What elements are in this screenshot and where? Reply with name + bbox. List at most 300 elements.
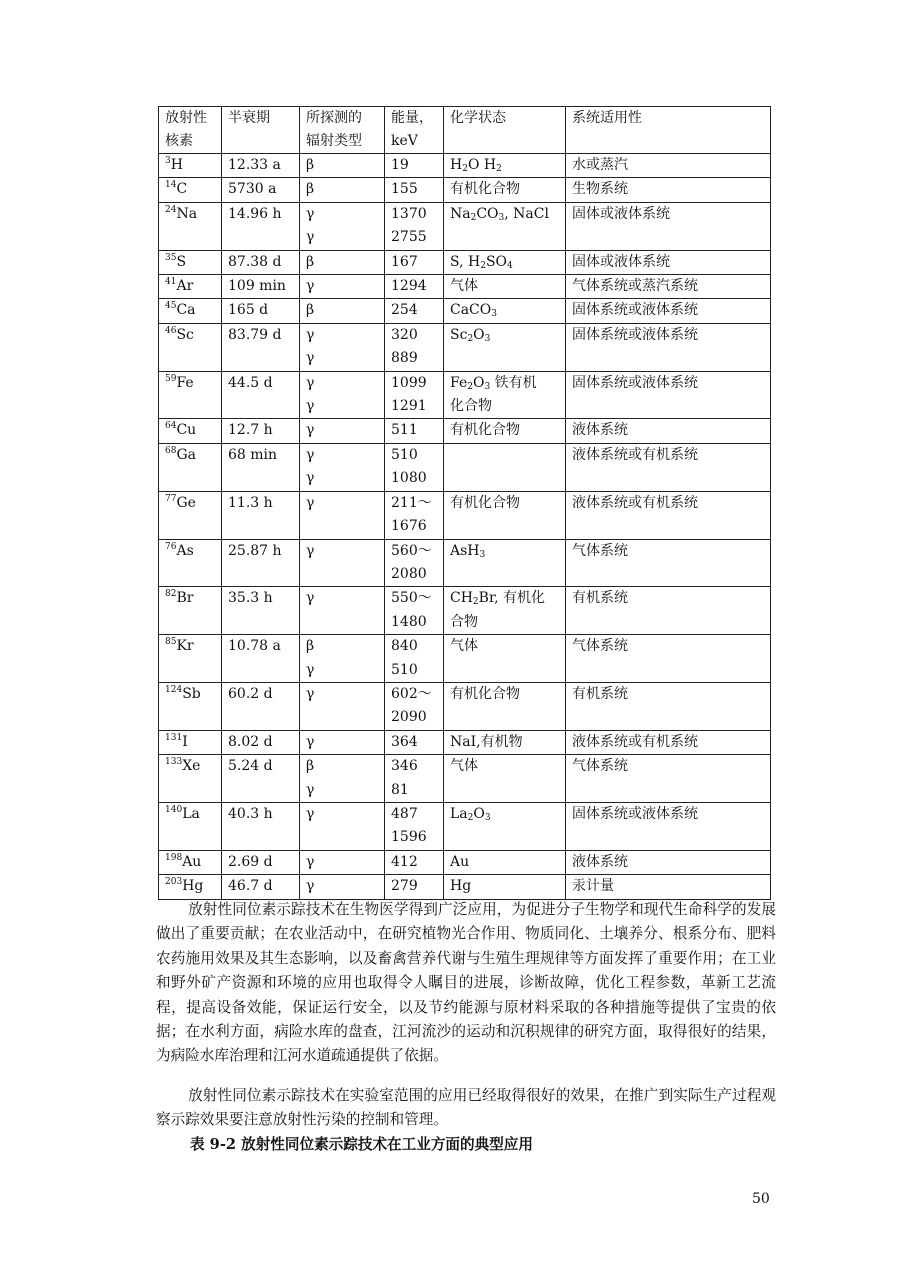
formula-text: , NaCl — [504, 205, 549, 222]
formula-text: S, H — [450, 253, 481, 270]
chemical-state-cell — [444, 154, 566, 178]
formula-subscript: 3 — [491, 309, 497, 320]
chemical-state-cell — [444, 682, 566, 730]
energy-cell — [385, 635, 444, 683]
table-row — [159, 875, 771, 899]
chemical-state-line — [450, 635, 559, 658]
formula-subscript: 4 — [507, 260, 513, 271]
formula-subscript: 3 — [479, 549, 486, 560]
nuclide-cell — [159, 730, 222, 754]
element-symbol: Kr — [176, 638, 194, 655]
element-symbol: La — [182, 805, 200, 822]
radiation-cell — [300, 323, 385, 371]
system-applicability-cell — [566, 730, 771, 754]
mass-number: 14 — [165, 180, 177, 191]
energy-value: 254 — [391, 302, 418, 319]
mass-number: 68 — [165, 445, 177, 456]
radiation-cell — [300, 730, 385, 754]
system-applicability-cell — [566, 275, 771, 299]
chemical-state-cell — [444, 875, 566, 899]
radiation-cell — [300, 539, 385, 587]
formula-text: 有机化合物 — [450, 685, 520, 702]
nuclide-cell — [159, 682, 222, 730]
mass-number: 64 — [165, 421, 177, 432]
element-symbol: Ge — [176, 494, 196, 511]
table-row — [159, 443, 771, 491]
element-symbol: Fe — [176, 374, 194, 391]
formula-text: CO — [476, 205, 499, 222]
formula-text: CH — [450, 590, 473, 607]
table-row — [159, 635, 771, 683]
half-life-cell: 68 min — [222, 443, 300, 491]
radiation-value: γ — [306, 733, 315, 750]
half-life-cell: 60.2 d — [222, 682, 300, 730]
energy-value: 167 — [391, 253, 418, 270]
formula-subscript: 2 — [470, 212, 477, 223]
formula-text: CaCO — [450, 302, 492, 319]
system-applicability-cell — [566, 419, 771, 443]
energy-cell — [385, 491, 444, 539]
energy-value: 602～ — [391, 685, 432, 702]
formula-text: Hg — [450, 878, 472, 895]
energy-value: 511 — [391, 422, 418, 439]
formula-subscript: 2 — [467, 333, 474, 344]
nuclide-cell — [159, 802, 222, 850]
energy-value: 2080 — [391, 565, 427, 582]
system-applicability-cell — [566, 802, 771, 850]
energy-cell — [385, 419, 444, 443]
nuclide-cell — [159, 323, 222, 371]
chemical-state-cell — [444, 443, 566, 491]
energy-cell — [385, 730, 444, 754]
mass-number: 3 — [165, 156, 171, 166]
formula-text: Sc — [450, 326, 468, 343]
element-symbol: Na — [176, 205, 198, 222]
chemical-state-cell — [444, 635, 566, 683]
radiation-value: γ — [306, 398, 315, 415]
energy-value: 550～ — [391, 590, 432, 607]
half-life-cell: 8.02 d — [222, 730, 300, 754]
formula-text: 有机化合物 — [450, 422, 520, 439]
system-value: 气体系统 — [572, 638, 628, 655]
system-applicability-cell — [566, 371, 771, 419]
radiation-value: γ — [306, 853, 315, 870]
radiation-cell — [300, 755, 385, 803]
header-nuclide: 放射性 核素 — [159, 107, 222, 154]
system-value: 气体系统 — [572, 758, 628, 775]
mass-number: 124 — [165, 684, 183, 695]
half-life-cell: 165 d — [222, 299, 300, 323]
nuclide-cell — [159, 371, 222, 419]
radiation-cell — [300, 635, 385, 683]
energy-cell — [385, 802, 444, 850]
table-row — [159, 154, 771, 178]
half-life-cell: 46.7 d — [222, 875, 300, 899]
chemical-state-cell — [444, 178, 566, 202]
table-row — [159, 275, 771, 299]
table-row — [159, 730, 771, 754]
table-row — [159, 755, 771, 803]
half-life-cell: 11.3 h — [222, 491, 300, 539]
energy-cell — [385, 587, 444, 635]
chemical-state-line — [450, 154, 559, 177]
element-symbol: H — [170, 157, 183, 173]
table-row — [159, 202, 771, 250]
nuclide-cell — [159, 178, 222, 202]
energy-value: 1596 — [391, 829, 427, 846]
mass-number: 24 — [165, 204, 177, 215]
energy-value: 155 — [391, 181, 418, 198]
formula-text: La — [450, 805, 468, 822]
system-value: 固体系统或液体系统 — [572, 302, 698, 319]
formula-text: Na — [450, 205, 471, 222]
radiation-value: γ — [306, 229, 315, 246]
nuclide-cell — [159, 850, 222, 874]
chemical-state-cell — [444, 802, 566, 850]
system-applicability-cell — [566, 323, 771, 371]
half-life-cell: 109 min — [222, 275, 300, 299]
element-symbol: Br — [176, 590, 194, 607]
radiation-value: γ — [306, 350, 315, 367]
half-life-cell: 12.7 h — [222, 419, 300, 443]
energy-value: 889 — [391, 350, 418, 367]
formula-subscript: 3 — [484, 812, 491, 823]
formula-subscript: 2 — [462, 164, 468, 174]
chemical-state-cell — [444, 850, 566, 874]
formula-text: H — [450, 157, 463, 173]
formula-subscript: 2 — [467, 381, 473, 392]
system-applicability-cell — [566, 682, 771, 730]
radiation-cell — [300, 299, 385, 323]
formula-text: O — [473, 805, 485, 822]
energy-value: 412 — [391, 853, 418, 870]
table-row — [159, 371, 771, 419]
isotope-table — [158, 106, 771, 900]
half-life-cell: 87.38 d — [222, 250, 300, 274]
table-body — [159, 154, 771, 900]
chemical-state-cell — [444, 755, 566, 803]
chemical-state-line — [450, 851, 559, 874]
table-row — [159, 250, 771, 274]
energy-cell — [385, 154, 444, 178]
formula-text: 气体 — [450, 638, 478, 655]
energy-value: 1080 — [391, 470, 427, 487]
formula-subscript: 2 — [467, 812, 474, 823]
nuclide-cell — [159, 755, 222, 803]
formula-text: O — [473, 326, 485, 343]
energy-value: 320 — [391, 326, 418, 343]
table-row — [159, 419, 771, 443]
mass-number: 45 — [165, 301, 177, 312]
header-system-applicability: 系统适用性 — [566, 107, 771, 154]
element-symbol: Xe — [182, 758, 201, 775]
system-value: 气体系统 — [572, 542, 628, 559]
chemical-state-line — [450, 419, 559, 442]
half-life-cell: 5.24 d — [222, 755, 300, 803]
element-symbol: Ga — [176, 446, 196, 463]
system-value: 固体或液体系统 — [572, 253, 670, 270]
radiation-value: γ — [306, 422, 315, 439]
radiation-value: β — [306, 302, 315, 319]
page-number: 50 — [752, 1191, 770, 1207]
system-applicability-cell — [566, 635, 771, 683]
chemical-state-cell — [444, 371, 566, 419]
system-applicability-cell — [566, 299, 771, 323]
chemical-state-line — [450, 395, 559, 418]
formula-subscript: 2 — [496, 164, 502, 174]
chemical-state-line — [450, 731, 559, 754]
system-applicability-cell — [566, 154, 771, 178]
formula-text: Fe — [450, 374, 468, 391]
formula-text: SO — [485, 253, 508, 270]
formula-text: 铁有机 — [490, 374, 537, 391]
element-symbol: I — [182, 733, 188, 750]
radiation-value: γ — [306, 205, 315, 222]
element-symbol: As — [176, 542, 194, 559]
energy-cell — [385, 299, 444, 323]
system-value: 液体系统或有机系统 — [572, 494, 698, 511]
chemical-state-line — [450, 372, 559, 395]
formula-text: 有机化合物 — [450, 494, 520, 511]
element-symbol: Ca — [176, 302, 196, 319]
system-value: 固体系统或液体系统 — [572, 326, 698, 343]
system-value: 液体系统或有机系统 — [572, 733, 698, 750]
formula-text: O H — [467, 157, 497, 173]
header-radiation-type: 所探测的 辐射类型 — [300, 107, 385, 154]
header-half-life: 半衰期 — [222, 107, 300, 154]
mass-number: 198 — [165, 852, 183, 863]
system-value: 有机系统 — [572, 590, 628, 607]
nuclide-cell — [159, 275, 222, 299]
system-value: 生物系统 — [572, 181, 628, 198]
nuclide-cell — [159, 875, 222, 899]
system-applicability-cell — [566, 178, 771, 202]
chemical-state-cell — [444, 419, 566, 443]
mass-number: 85 — [165, 637, 177, 648]
half-life-cell: 14.96 h — [222, 202, 300, 250]
system-value: 固体或液体系统 — [572, 205, 670, 222]
radiation-value: γ — [306, 805, 315, 822]
formula-text: AsH — [450, 542, 480, 559]
mass-number: 203 — [165, 877, 183, 888]
chemical-state-line — [450, 803, 559, 826]
energy-value: 840 — [391, 638, 418, 655]
mass-number: 76 — [165, 541, 177, 552]
element-symbol: Sb — [182, 685, 201, 702]
chemical-state-line — [450, 178, 559, 201]
nuclide-cell — [159, 299, 222, 323]
table-row — [159, 850, 771, 874]
chemical-state-cell — [444, 730, 566, 754]
mass-number: 46 — [165, 325, 177, 336]
table-header-row — [159, 107, 771, 154]
energy-cell — [385, 202, 444, 250]
chemical-state-cell — [444, 323, 566, 371]
chemical-state-cell — [444, 250, 566, 274]
nuclide-cell — [159, 539, 222, 587]
formula-subscript: 2 — [480, 260, 486, 271]
radiation-cell — [300, 250, 385, 274]
radiation-cell — [300, 178, 385, 202]
formula-subscript: 2 — [472, 597, 479, 608]
formula-text: 化合物 — [450, 398, 492, 415]
element-symbol: Sc — [176, 326, 194, 343]
energy-cell — [385, 371, 444, 419]
formula-subscript: 3 — [498, 212, 505, 223]
header-chemical-state: 化学状态 — [444, 107, 566, 154]
radiation-value: γ — [306, 446, 315, 463]
radiation-value: γ — [306, 494, 315, 511]
mass-number: 59 — [165, 373, 177, 384]
mass-number: 131 — [165, 732, 183, 743]
nuclide-cell — [159, 587, 222, 635]
energy-cell — [385, 875, 444, 899]
mass-number: 41 — [165, 277, 177, 288]
formula-text: 气体 — [450, 278, 478, 295]
energy-value: 510 — [391, 446, 418, 463]
mass-number: 133 — [165, 757, 183, 768]
table-row — [159, 323, 771, 371]
radiation-cell — [300, 875, 385, 899]
chemical-state-cell — [444, 539, 566, 587]
formula-text: 合物 — [450, 613, 478, 630]
table-row — [159, 539, 771, 587]
half-life-cell: 12.33 a — [222, 154, 300, 178]
nuclide-cell — [159, 443, 222, 491]
half-life-cell: 44.5 d — [222, 371, 300, 419]
formula-text: 有机化合物 — [450, 181, 520, 198]
mass-number: 82 — [165, 589, 177, 600]
chemical-state-line — [450, 875, 559, 898]
system-value: 液体系统 — [572, 422, 628, 439]
system-value: 有机系统 — [572, 685, 628, 702]
energy-value: 1370 — [391, 205, 427, 222]
body-paragraph-1: 放射性同位素示踪技术在生物医学得到广泛应用，为促进分子生物学和现代生命科学的发展做出了重要贡献；在农业活动中，在研究植物光合作用、物质同化、土壤养分、根系分布、肥料农药施用效果及其生态影响，以及畜禽营养代谢与生殖生理规律等方面发挥了重要作用；在工业和野外矿产资源和环境的应用也取得令人瞩目的进展，诊断故障，优化工程参数，革新工艺流程，提高设备效能，保证运行安全，以及节约能源与原材料采取的各种措施等提供了宝贵的依据；在水利方面，病险水库的盘查，江河流沙的运动和沉积规律的研究方面，取得很好的结果，为病险水库治理和江河水道疏通提供了依据。 — [156, 901, 776, 1065]
chemical-state-line — [450, 683, 559, 706]
formula-text: O — [472, 374, 485, 391]
radiation-value: γ — [306, 278, 315, 295]
radiation-cell — [300, 443, 385, 491]
chemical-state-cell — [444, 202, 566, 250]
table-row — [159, 178, 771, 202]
formula-subscript: 3 — [484, 333, 491, 344]
radiation-cell — [300, 202, 385, 250]
chemical-state-line — [450, 540, 559, 563]
chemical-state-cell — [444, 275, 566, 299]
nuclide-cell — [159, 202, 222, 250]
nuclide-cell — [159, 419, 222, 443]
radiation-cell — [300, 682, 385, 730]
nuclide-cell — [159, 491, 222, 539]
energy-value: 279 — [391, 878, 418, 895]
energy-cell — [385, 682, 444, 730]
radiation-value: γ — [306, 326, 315, 343]
system-value: 液体系统或有机系统 — [572, 446, 698, 463]
radiation-value: γ — [306, 661, 315, 678]
energy-value: 81 — [391, 781, 409, 798]
energy-cell — [385, 443, 444, 491]
body-paragraph-2: 放射性同位素示踪技术在实验室范围的应用已经取得很好的效果，在推广到实际生产过程观察示踪效果要注意放射性污染的控制和管理。 — [156, 1087, 776, 1129]
half-life-cell: 10.78 a — [222, 635, 300, 683]
chemical-state-line — [450, 755, 559, 778]
radiation-value: β — [306, 758, 315, 775]
formula-text: 气体 — [450, 758, 478, 775]
nuclide-cell — [159, 250, 222, 274]
header-energy: 能量， keV — [385, 107, 444, 154]
energy-value: 19 — [391, 157, 409, 173]
energy-value: 1291 — [391, 398, 427, 415]
chemical-state-line — [450, 275, 559, 298]
formula-text: NaI,有机物 — [450, 733, 523, 750]
energy-value: 560～ — [391, 542, 432, 559]
radiation-cell — [300, 419, 385, 443]
mass-number: 35 — [165, 252, 177, 263]
energy-cell — [385, 850, 444, 874]
chemical-state-line — [450, 324, 559, 347]
chemical-state-line — [450, 587, 559, 610]
energy-cell — [385, 539, 444, 587]
energy-value: 1099 — [391, 374, 427, 391]
system-applicability-cell — [566, 875, 771, 899]
energy-cell — [385, 755, 444, 803]
formula-text: Br, 有机化 — [478, 590, 545, 607]
energy-value: 487 — [391, 805, 418, 822]
radiation-value: γ — [306, 781, 315, 798]
energy-value: 1294 — [391, 278, 427, 295]
system-applicability-cell — [566, 850, 771, 874]
table-caption: 表 9-2 放射性同位素示踪技术在工业方面的典型应用 — [190, 1136, 533, 1153]
energy-value: 2090 — [391, 709, 427, 726]
system-applicability-cell — [566, 539, 771, 587]
system-value: 液体系统 — [572, 853, 628, 870]
radiation-value: γ — [306, 878, 315, 895]
energy-value: 364 — [391, 733, 418, 750]
chemical-state-cell — [444, 491, 566, 539]
formula-text: Au — [450, 853, 470, 870]
system-applicability-cell — [566, 443, 771, 491]
half-life-cell: 25.87 h — [222, 539, 300, 587]
half-life-cell: 83.79 d — [222, 323, 300, 371]
energy-cell — [385, 275, 444, 299]
nuclide-cell — [159, 154, 222, 178]
half-life-cell: 2.69 d — [222, 850, 300, 874]
energy-value: 211～ — [391, 494, 432, 511]
radiation-value: γ — [306, 590, 315, 607]
table-row — [159, 682, 771, 730]
radiation-cell — [300, 587, 385, 635]
system-applicability-cell — [566, 202, 771, 250]
radiation-cell — [300, 850, 385, 874]
radiation-value: β — [306, 181, 315, 198]
system-applicability-cell — [566, 587, 771, 635]
system-value: 水或蒸汽 — [572, 157, 628, 173]
half-life-cell: 35.3 h — [222, 587, 300, 635]
radiation-cell — [300, 371, 385, 419]
energy-value: 2755 — [391, 229, 427, 246]
energy-value: 1676 — [391, 518, 427, 535]
radiation-value: β — [306, 157, 315, 173]
energy-cell — [385, 250, 444, 274]
system-value: 汞计量 — [572, 878, 614, 895]
radiation-cell — [300, 491, 385, 539]
energy-cell — [385, 178, 444, 202]
chemical-state-line — [450, 251, 559, 274]
table-row — [159, 587, 771, 635]
system-value: 气体系统或蒸汽系统 — [572, 278, 698, 295]
radiation-value: β — [306, 638, 315, 655]
radiation-cell — [300, 275, 385, 299]
table-row — [159, 802, 771, 850]
